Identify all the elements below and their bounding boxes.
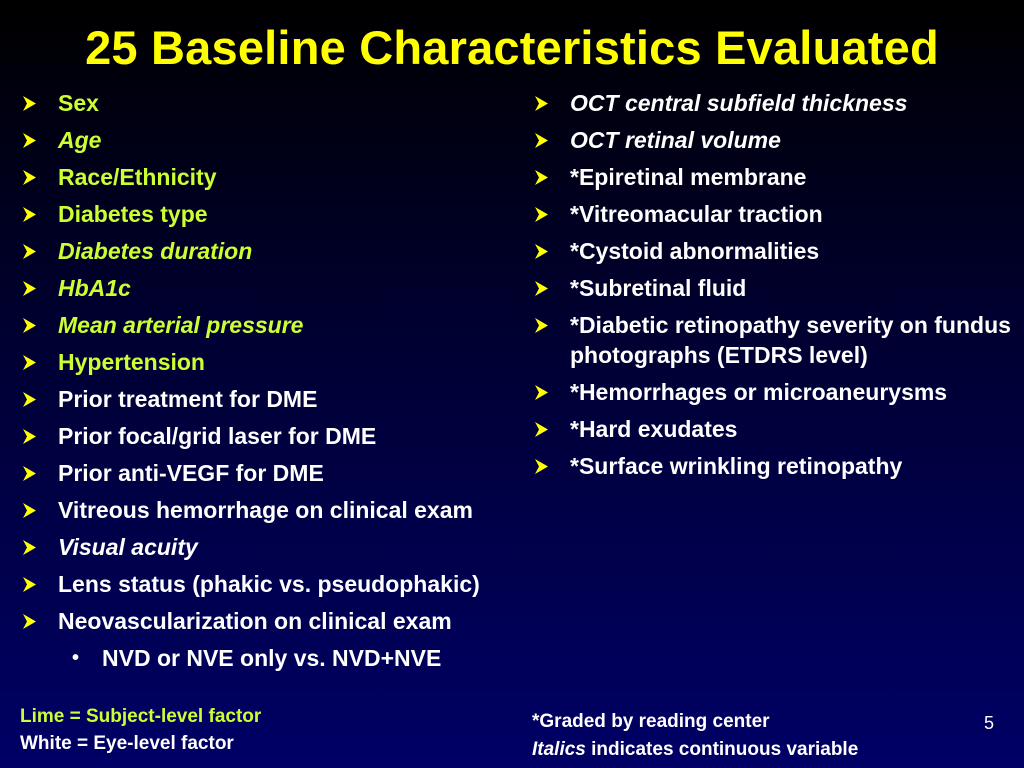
bullet-text: Lens status (phakic vs. pseudophakic): [58, 571, 480, 597]
bullet-text: *Epiretinal membrane: [570, 164, 807, 190]
left-item: [20, 273, 540, 303]
left-item: [20, 569, 540, 599]
right-item: [532, 310, 1012, 370]
bullet-text: *Surface wrinkling retinopathy: [570, 453, 903, 479]
arrowhead-bullet-icon: [534, 281, 549, 296]
left-item: [20, 384, 540, 414]
left-subitem: [20, 643, 540, 673]
bullet-text: *Vitreomacular traction: [570, 201, 823, 227]
left-item: [20, 236, 540, 266]
arrowhead-bullet-icon: [534, 244, 549, 259]
arrowhead-bullet-icon: [22, 614, 37, 629]
legend-eye-level: White = Eye-level factor: [20, 733, 234, 754]
arrowhead-bullet-icon: [22, 244, 37, 259]
slide-title: 25 Baseline Characteristics Evaluated: [85, 21, 939, 74]
arrowhead-bullet-icon: [534, 318, 549, 333]
arrowhead-bullet-icon: [22, 207, 37, 222]
bullet-text: Diabetes type: [58, 201, 208, 227]
right-item: [532, 199, 1012, 229]
bullet-text: Neovascularization on clinical exam: [58, 608, 452, 634]
right-item: [532, 414, 1012, 444]
color-legend: [20, 703, 261, 757]
footnote: [532, 708, 858, 764]
bullet-text: *Cystoid abnormalities: [570, 238, 820, 264]
arrowhead-bullet-icon: [534, 422, 549, 437]
footnote-italics: [532, 736, 858, 764]
right-column: [532, 88, 1012, 488]
arrowhead-bullet-icon: [22, 318, 37, 333]
footnote-graded: *Graded by reading center: [532, 711, 770, 732]
arrowhead-bullet-icon: [22, 281, 37, 296]
right-item: [532, 236, 1012, 266]
arrowhead-bullet-icon: [534, 459, 549, 474]
left-item: [20, 162, 540, 192]
arrowhead-bullet-icon: [22, 96, 37, 111]
right-item: [532, 377, 1012, 407]
bullet-text: Mean arterial pressure: [58, 312, 304, 338]
bullet-text: *Hemorrhages or microaneurysms: [570, 379, 948, 405]
arrowhead-bullet-icon: [22, 133, 37, 148]
left-item: [20, 458, 540, 488]
left-column: [20, 88, 540, 673]
bullet-text: Prior treatment for DME: [58, 386, 318, 412]
left-item: [20, 199, 540, 229]
bullet-text: OCT retinal volume: [570, 127, 781, 153]
left-item: [20, 532, 540, 562]
left-item: [20, 88, 540, 118]
right-item: [532, 88, 1012, 118]
right-item: [532, 125, 1012, 155]
arrowhead-bullet-icon: [22, 577, 37, 592]
bullet-text: Age: [58, 127, 102, 153]
legend-subject-level: Lime = Subject-level factor: [20, 706, 262, 727]
footnote-italics-rest: indicates continuous variable: [585, 739, 859, 760]
bullet-text: Visual acuity: [58, 534, 198, 560]
arrowhead-bullet-icon: [22, 466, 37, 481]
arrowhead-bullet-icon: [534, 385, 549, 400]
bullet-text: Diabetes duration: [58, 238, 253, 264]
left-item: [20, 606, 540, 636]
page-number: 5: [984, 713, 995, 733]
right-item: [532, 273, 1012, 303]
bullet-text: OCT central subfield thickness: [570, 90, 908, 116]
arrowhead-bullet-icon: [534, 207, 549, 222]
arrowhead-bullet-icon: [534, 133, 549, 148]
left-item: [20, 310, 540, 340]
arrowhead-bullet-icon: [534, 96, 549, 111]
subitem-text: NVD or NVE only vs. NVD+NVE: [102, 645, 442, 671]
left-item: [20, 347, 540, 377]
bullet-text: HbA1c: [58, 275, 131, 301]
bullet-text: Race/Ethnicity: [58, 164, 217, 190]
arrowhead-bullet-icon: [22, 429, 37, 444]
arrowhead-bullet-icon: [22, 392, 37, 407]
dot-bullet-icon: •: [72, 647, 80, 669]
left-item: [20, 495, 540, 525]
arrowhead-bullet-icon: [534, 170, 549, 185]
right-item: [532, 451, 1012, 481]
bullet-text: Prior focal/grid laser for DME: [58, 423, 377, 449]
bullet-text: *Diabetic retinopathy severity on fundus photographs (ETDRS level): [570, 312, 1011, 368]
bullet-text: Prior anti-VEGF for DME: [58, 460, 324, 486]
bullet-text: *Subretinal fluid: [570, 275, 747, 301]
arrowhead-bullet-icon: [22, 355, 37, 370]
arrowhead-bullet-icon: [22, 540, 37, 555]
right-item: [532, 162, 1012, 192]
bullet-text: Hypertension: [58, 349, 205, 375]
left-item: [20, 421, 540, 451]
bullet-text: Sex: [58, 90, 99, 116]
bullet-text: *Hard exudates: [570, 416, 738, 442]
left-item: [20, 125, 540, 155]
footnote-italics-word: Italics: [532, 739, 586, 760]
bullet-text: Vitreous hemorrhage on clinical exam: [58, 497, 473, 523]
arrowhead-bullet-icon: [22, 170, 37, 185]
arrowhead-bullet-icon: [22, 503, 37, 518]
